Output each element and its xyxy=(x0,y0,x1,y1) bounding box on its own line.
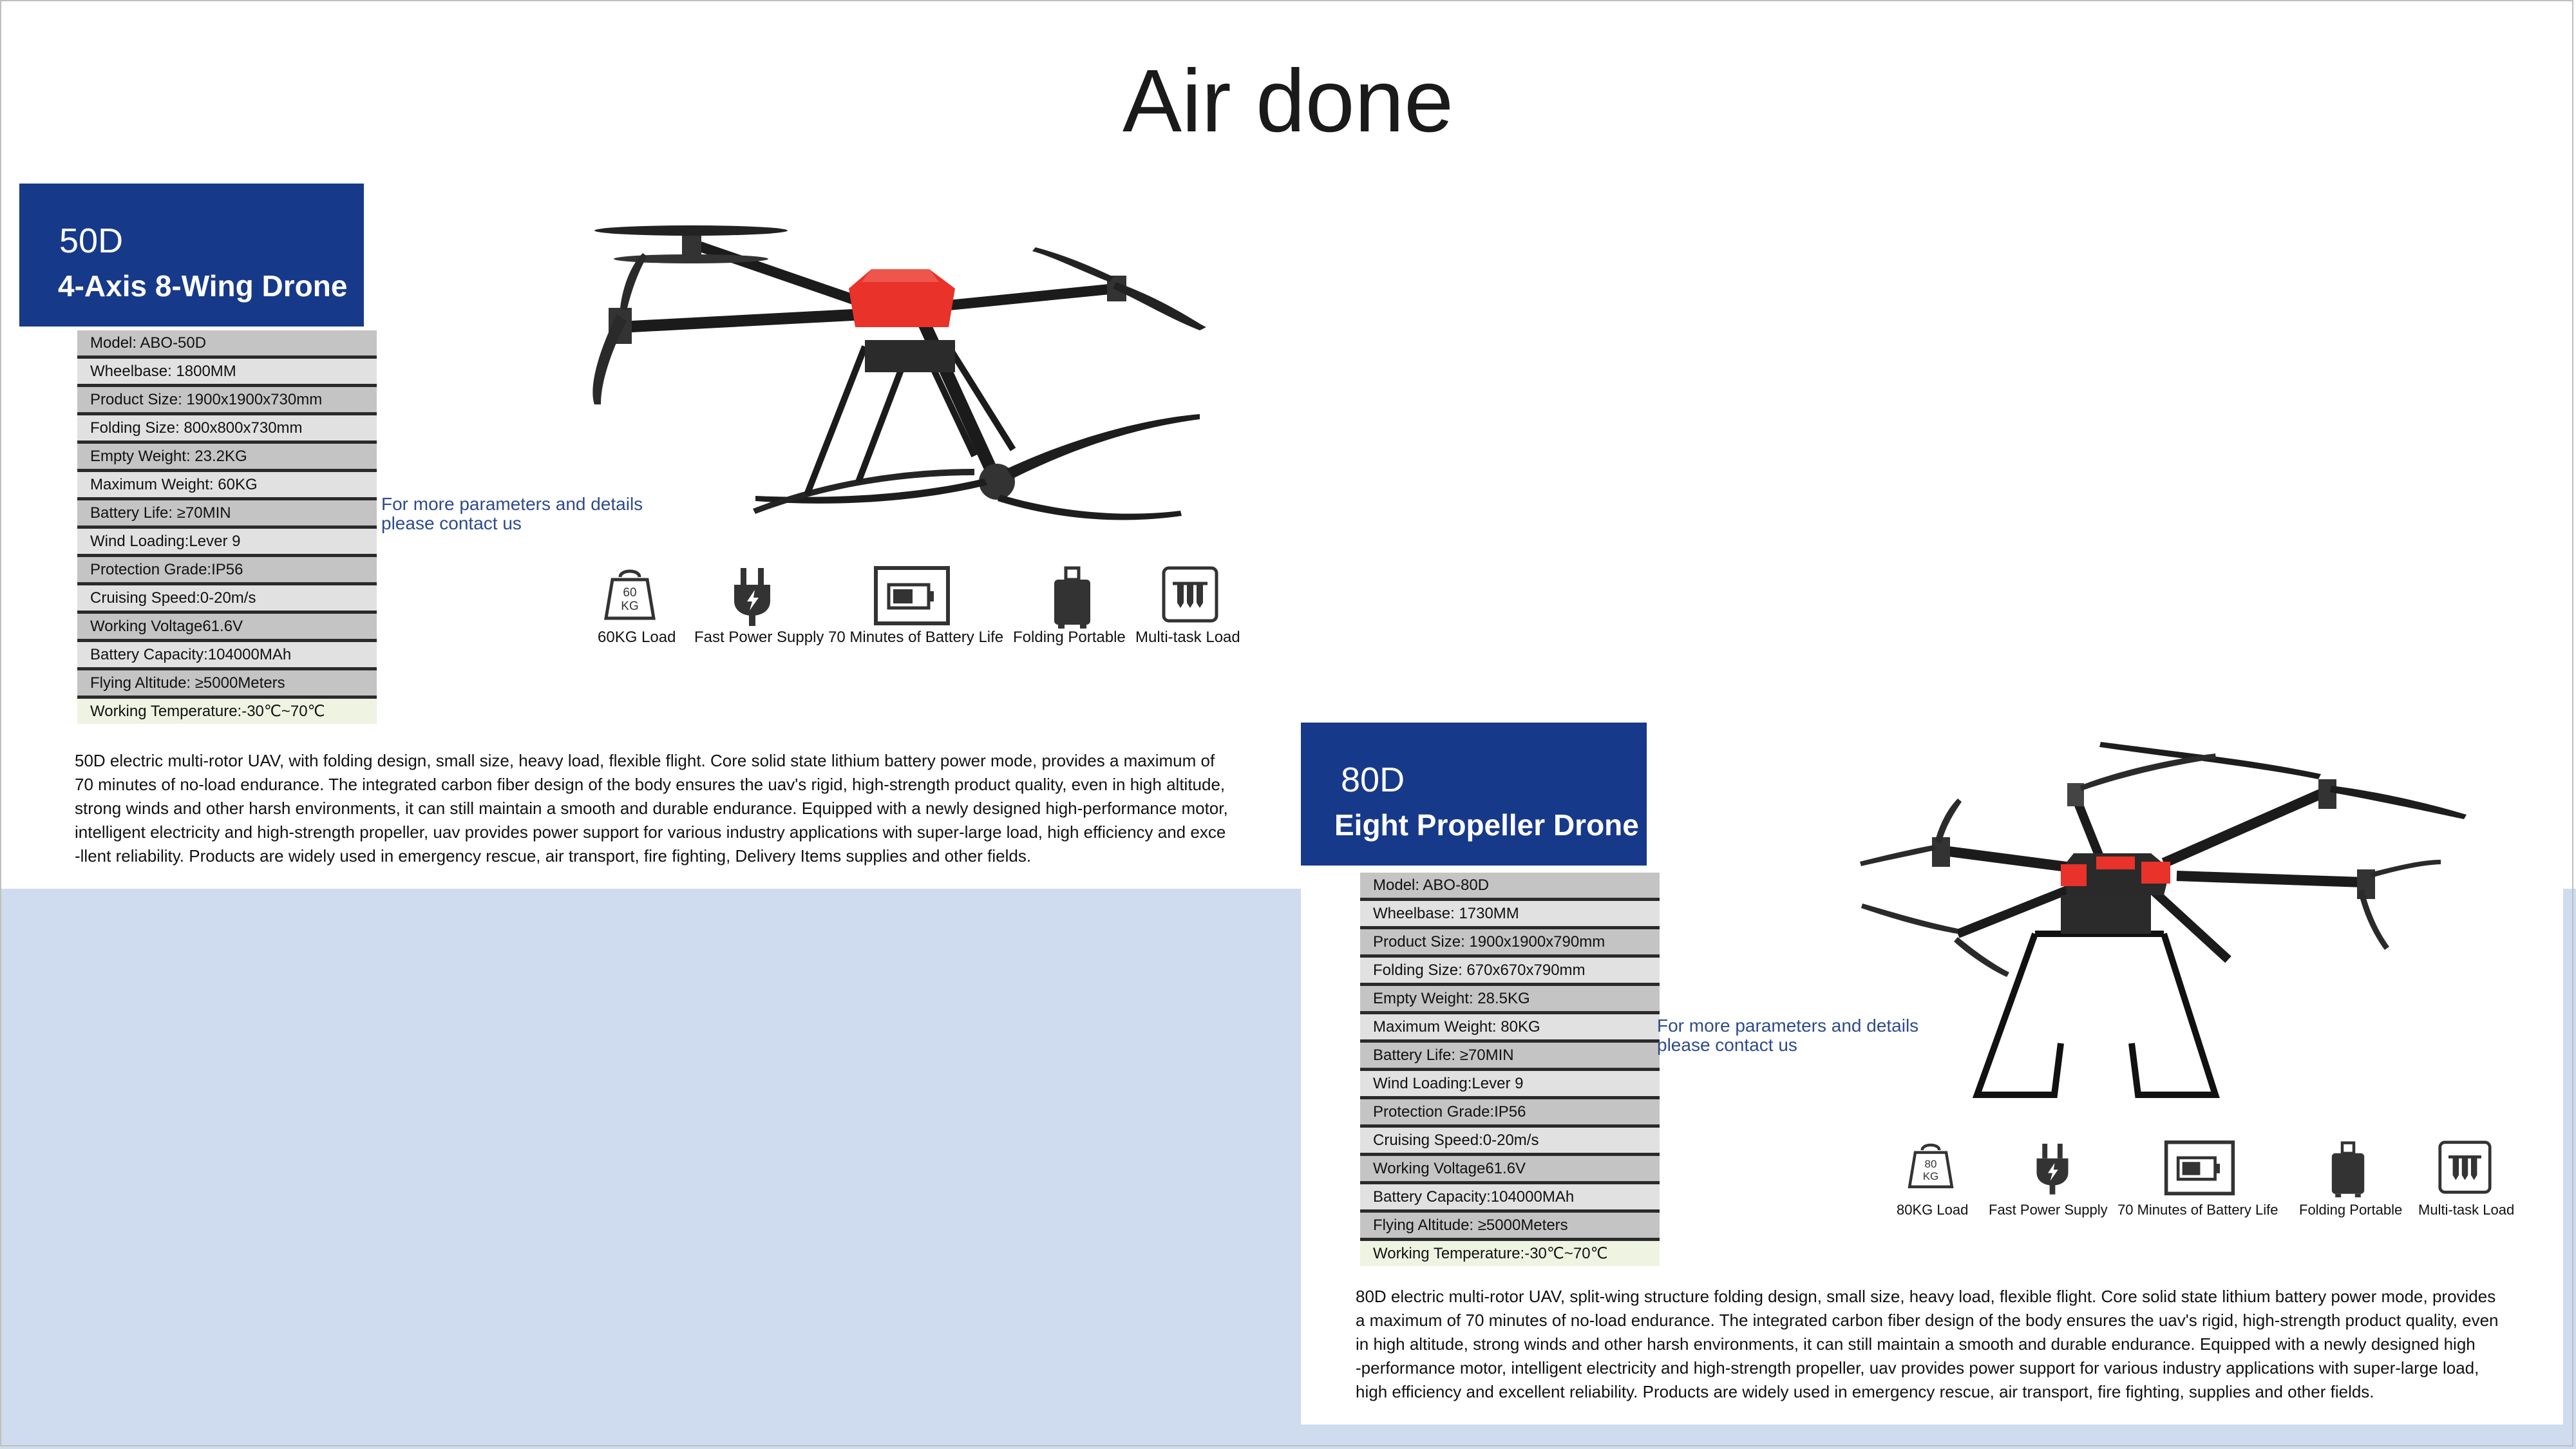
description-line: 70 minutes of no-load endurance. The integrated carbon fiber design of the body ensures the uav's rigid, high-strength product quality, even in high altitude, xyxy=(75,775,1226,794)
product-model-code: 80D xyxy=(1341,761,1405,799)
feature-label: Multi-task Load xyxy=(1135,629,1240,646)
description-line: 80D electric multi-rotor UAV, split-wing structure folding design, small size, heavy load, flexible flight. Core solid state lithium battery power mode, provides xyxy=(1356,1287,2496,1306)
spec-row: Protection Grade:IP56 xyxy=(77,557,377,585)
multi-task-icon xyxy=(2438,1140,2492,1195)
spec-row: Wind Loading:Lever 9 xyxy=(77,529,377,557)
feature-label: 70 Minutes of Battery Life xyxy=(2117,1202,2278,1218)
spec-row: Model: ABO-80D xyxy=(1360,873,1660,901)
spec-row: Battery Life: ≥70MIN xyxy=(77,500,377,529)
product-model-code: 50D xyxy=(59,222,124,260)
weight-icon-text xyxy=(601,586,659,613)
spec-row: Working Temperature:-30℃~70℃ xyxy=(1360,1241,1660,1266)
spec-row: Battery Capacity:104000MAh xyxy=(77,642,377,670)
spec-row: Working Voltage61.6V xyxy=(1360,1156,1660,1184)
battery-icon xyxy=(873,565,951,627)
feature-label: 60KG Load xyxy=(598,629,676,646)
spec-row: Working Temperature:-30℃~70℃ xyxy=(77,699,377,724)
description-line: strong winds and other harsh environments, it can still maintain a smooth and durable endurance. Equipped with a newly designed high-performance motor, xyxy=(75,799,1228,818)
spec-row: Wind Loading:Lever 9 xyxy=(1360,1071,1660,1099)
product-header xyxy=(19,184,364,327)
feature-label: Folding Portable xyxy=(1013,629,1126,646)
product-header xyxy=(1301,723,1647,866)
product-panel-80d xyxy=(1301,702,2563,1425)
multi-task-icon xyxy=(1161,565,1219,623)
weight-icon-unit: KG xyxy=(1922,1170,1939,1182)
drone-80d-image xyxy=(1803,721,2537,1127)
weight-icon-number: 60 xyxy=(623,586,637,600)
product-name: 4-Axis 8-Wing Drone xyxy=(58,269,348,303)
description-line: -performance motor, intelligent electricity and high-strength propeller, uav provides power support for various industry applications with super-large load, xyxy=(1356,1358,2479,1378)
spec-row: Working Voltage61.6V xyxy=(77,614,377,642)
spec-row: Wheelbase: 1800MM xyxy=(77,359,377,387)
spec-row: Battery Life: ≥70MIN xyxy=(1360,1043,1660,1071)
description-line: 50D electric multi-rotor UAV, with folding design, small size, heavy load, flexible flight. Core solid state lithium battery power mode, provides a maximum of xyxy=(75,751,1215,770)
feature-label: 80KG Load xyxy=(1897,1202,1969,1218)
contact-line: For more parameters and details xyxy=(381,494,643,514)
spec-row: Cruising Speed:0-20m/s xyxy=(77,585,377,614)
description-line: -llent reliability. Products are widely used in emergency rescue, air transport, fire fighting, Delivery Items supplies and other fields. xyxy=(75,846,1032,866)
weight-icon-unit: KG xyxy=(621,600,639,613)
description-line: high efficiency and excellent reliability. Products are widely used in emergency rescue, air transport, fire fighting, supplies and other fields. xyxy=(1356,1382,2374,1401)
spec-row: Maximum Weight: 80KG xyxy=(1360,1014,1660,1043)
spec-row: Product Size: 1900x1900x730mm xyxy=(77,387,377,415)
suitcase-icon xyxy=(1046,565,1098,630)
contact-line: please contact us xyxy=(1657,1035,1797,1055)
spec-row: Cruising Speed:0-20m/s xyxy=(1360,1128,1660,1156)
spec-row: Empty Weight: 23.2KG xyxy=(77,444,377,472)
spec-row: Flying Altitude: ≥5000Meters xyxy=(77,670,377,699)
spec-row: Product Size: 1900x1900x790mm xyxy=(1360,929,1660,958)
contact-line: For more parameters and details xyxy=(1657,1016,1919,1036)
product-panel-50d xyxy=(18,166,1285,889)
feature-label: 70 Minutes of Battery Life xyxy=(828,629,1004,646)
feature-label: Fast Power Supply xyxy=(694,629,824,646)
description-line: a maximum of 70 minutes of no-load endurance. The integrated carbon fiber design of the body ensures the uav's rigid, high-strength product quality, even xyxy=(1356,1311,2499,1330)
spec-row: Model: ABO-50D xyxy=(77,330,377,359)
spec-row: Maximum Weight: 60KG xyxy=(77,472,377,500)
product-name: Eight Propeller Drone xyxy=(1334,808,1639,842)
power-plug-icon xyxy=(726,565,778,627)
feature-label: Folding Portable xyxy=(2299,1202,2403,1218)
contact-line: please contact us xyxy=(381,513,522,533)
product-description xyxy=(75,749,1228,868)
spec-row: Battery Capacity:104000MAh xyxy=(1360,1184,1660,1213)
description-line: intelligent electricity and high-strength propeller, uav provides power support for various industry applications with super-large load, high efficiency and exce xyxy=(75,822,1226,842)
spec-row: Empty Weight: 28.5KG xyxy=(1360,986,1660,1014)
power-plug-icon xyxy=(2030,1140,2075,1197)
slide-title: Air done xyxy=(1122,52,1454,151)
product-description xyxy=(1356,1285,2499,1404)
weight-icon-text xyxy=(1905,1158,1956,1182)
feature-label: Fast Power Supply xyxy=(1989,1202,2108,1218)
suitcase-icon xyxy=(2325,1140,2371,1199)
spec-row: Folding Size: 800x800x730mm xyxy=(77,415,377,444)
spec-row: Folding Size: 670x670x790mm xyxy=(1360,958,1660,986)
description-line: in high altitude, strong winds and other harsh environments, it can still maintain a smooth and durable endurance. Equipped with a newly designed high xyxy=(1356,1334,2476,1354)
battery-icon xyxy=(2163,1140,2237,1197)
feature-label: Multi-task Load xyxy=(2418,1202,2515,1218)
spec-row: Wheelbase: 1730MM xyxy=(1360,901,1660,929)
spec-row: Flying Altitude: ≥5000Meters xyxy=(1360,1213,1660,1241)
drone-50d-image xyxy=(562,192,1283,553)
spec-row: Protection Grade:IP56 xyxy=(1360,1099,1660,1128)
weight-icon-number: 80 xyxy=(1924,1158,1937,1170)
